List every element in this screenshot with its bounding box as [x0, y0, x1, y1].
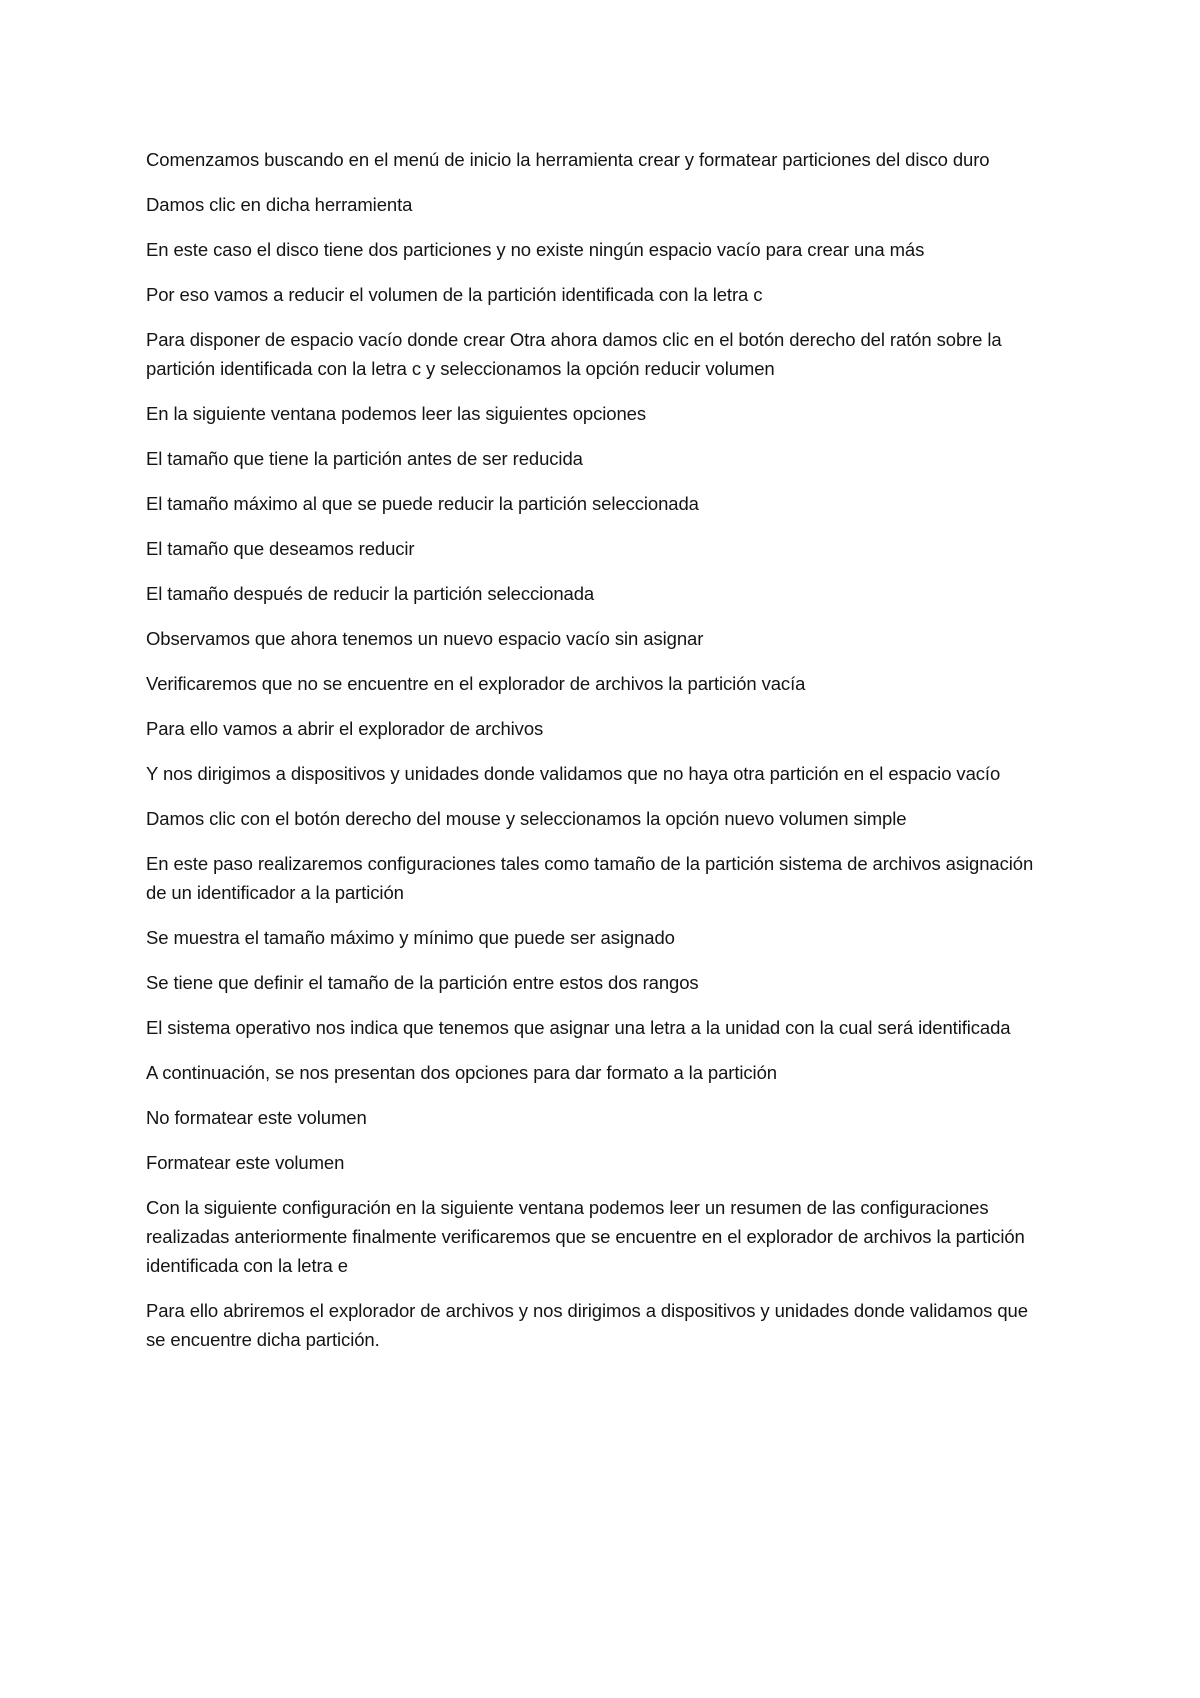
document-body [146, 145, 1046, 1370]
paragraph: Con la siguiente configuración en la siguiente ventana podemos leer un resumen de las configuraciones realizadas anteriormente finalmente verificaremos que se encuentre en el explorador de archivos la partición identificada con la letra e [146, 1197, 1025, 1276]
paragraph: No formatear este volumen [146, 1107, 367, 1128]
paragraph: El tamaño que tiene la partición antes de ser reducida [146, 448, 583, 469]
paragraph: Por eso vamos a reducir el volumen de la partición identificada con la letra c [146, 284, 763, 305]
paragraph: En la siguiente ventana podemos leer las siguientes opciones [146, 403, 646, 424]
paragraph: El tamaño máximo al que se puede reducir la partición seleccionada [146, 493, 699, 514]
paragraph: Para ello vamos a abrir el explorador de archivos [146, 718, 544, 739]
paragraph: A continuación, se nos presentan dos opciones para dar formato a la partición [146, 1062, 777, 1083]
paragraph: Se muestra el tamaño máximo y mínimo que puede ser asignado [146, 927, 675, 948]
paragraph: Damos clic en dicha herramienta [146, 194, 413, 215]
paragraph: Para disponer de espacio vacío donde crear Otra ahora damos clic en el botón derecho del ratón sobre la partición identificada con la letra c y seleccionamos la opción reducir volumen [146, 329, 1002, 379]
paragraph: El tamaño que deseamos reducir [146, 538, 415, 559]
paragraph: El sistema operativo nos indica que tenemos que asignar una letra a la unidad con la cual será identificada [146, 1017, 1011, 1038]
paragraph: En este caso el disco tiene dos particiones y no existe ningún espacio vacío para crear una más [146, 239, 925, 260]
paragraph: Damos clic con el botón derecho del mouse y seleccionamos la opción nuevo volumen simple [146, 808, 907, 829]
paragraph: Observamos que ahora tenemos un nuevo espacio vacío sin asignar [146, 628, 704, 649]
paragraph: En este paso realizaremos configuraciones tales como tamaño de la partición sistema de archivos asignación de un identificador a la partición [146, 853, 1034, 903]
paragraph: Formatear este volumen [146, 1152, 345, 1173]
paragraph: Verificaremos que no se encuentre en el explorador de archivos la partición vacía [146, 673, 806, 694]
paragraph: Se tiene que definir el tamaño de la partición entre estos dos rangos [146, 972, 699, 993]
paragraph: Para ello abriremos el explorador de archivos y nos dirigimos a dispositivos y unidades donde validamos que se encuentre dicha partición. [146, 1300, 1028, 1350]
paragraph: El tamaño después de reducir la partición seleccionada [146, 583, 595, 604]
paragraph: Comenzamos buscando en el menú de inicio la herramienta crear y formatear particiones del disco duro [146, 149, 990, 170]
paragraph: Y nos dirigimos a dispositivos y unidades donde validamos que no haya otra partición en el espacio vacío [146, 763, 1001, 784]
